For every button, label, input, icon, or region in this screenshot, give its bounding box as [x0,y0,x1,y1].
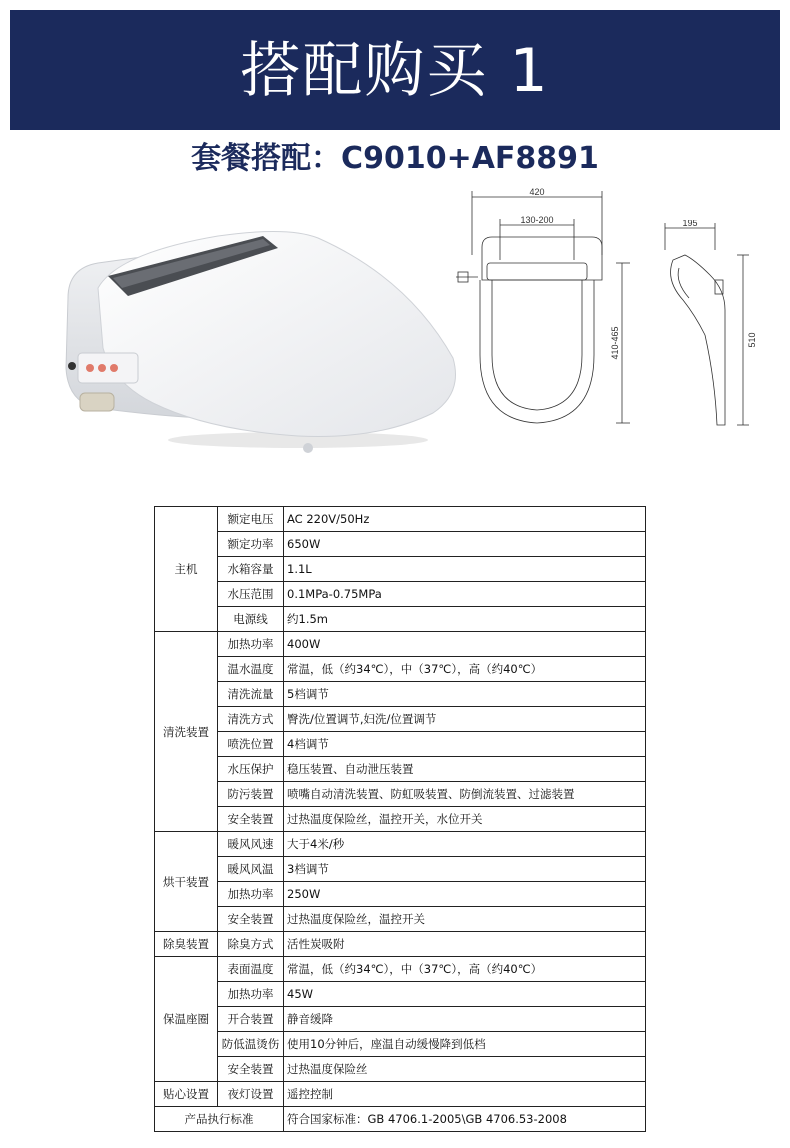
spec-value: 喷嘴自动清洗装置、防虹吸装置、防倒流装置、过滤装置 [284,782,646,807]
spec-value: 大于4米/秒 [284,832,646,857]
spec-value: 使用10分钟后，座温自动缓慢降到低档 [284,1032,646,1057]
spec-label: 水箱容量 [218,557,284,582]
table-row [155,1007,646,1032]
table-row [155,732,646,757]
dim-length: 410-465 [610,326,620,360]
front-dimension-drawing [452,185,632,435]
spec-label: 加热功率 [218,632,284,657]
spec-label: 安全装置 [218,907,284,932]
package-subtitle: 套餐搭配：C9010+AF8891 [191,141,599,176]
group-heated-seat: 保温座圈 [155,957,218,1082]
group-deodorizing: 除臭装置 [155,932,218,957]
spec-label: 暖风风温 [218,857,284,882]
spec-value: 650W [284,532,646,557]
group-drying: 烘干装置 [155,832,218,932]
spec-label: 安全装置 [218,1057,284,1082]
spec-label: 安全装置 [218,807,284,832]
spec-table [154,506,646,1132]
spec-label: 开合装置 [218,1007,284,1032]
spec-label: 水压范围 [218,582,284,607]
table-row [155,957,646,982]
spec-value: 过热温度保险丝，温控开关，水位开关 [284,807,646,832]
spec-value: 臀洗/位置调节,妇洗/位置调节 [284,707,646,732]
spec-value: 过热温度保险丝 [284,1057,646,1082]
table-row [155,857,646,882]
spec-value: 稳压装置、自动泄压装置 [284,757,646,782]
spec-value: 遥控控制 [284,1082,646,1107]
table-row [155,507,646,532]
group-main-unit: 主机 [155,507,218,632]
group-convenience: 贴心设置 [155,1082,218,1107]
spec-label: 温水温度 [218,657,284,682]
spec-value: 5档调节 [284,682,646,707]
spec-label: 电源线 [218,607,284,632]
spec-label: 加热功率 [218,882,284,907]
spec-value: 活性炭吸附 [284,932,646,957]
spec-label: 表面温度 [218,957,284,982]
spec-label: 加热功率 [218,982,284,1007]
standard-label: 产品执行标准 [155,1107,284,1132]
table-row [155,1057,646,1082]
spec-value: 常温，低（约34℃），中（37℃），高（约40℃） [284,657,646,682]
dim-height: 510 [747,332,757,348]
table-row [155,832,646,857]
toilet-seat-photo [58,208,468,458]
table-row [155,1082,646,1107]
table-row [155,607,646,632]
table-row [155,982,646,1007]
spec-label: 喷洗位置 [218,732,284,757]
side-dimension-drawing [655,220,765,435]
spec-value: AC 220V/50Hz [284,507,646,532]
spec-value: 45W [284,982,646,1007]
table-row [155,782,646,807]
table-row [155,707,646,732]
spec-value: 3档调节 [284,857,646,882]
spec-label: 水压保护 [218,757,284,782]
table-row [155,757,646,782]
spec-value: 1.1L [284,557,646,582]
spec-label: 除臭方式 [218,932,284,957]
spec-value: 0.1MPa-0.75MPa [284,582,646,607]
standard-value: 符合国家标准：GB 4706.1-2005\GB 4706.53-2008 [284,1107,646,1132]
table-row [155,582,646,607]
spec-label: 清洗流量 [218,682,284,707]
spec-label: 额定功率 [218,532,284,557]
dim-spacing: 130-200 [520,215,554,225]
table-row [155,632,646,657]
table-row [155,657,646,682]
spec-label: 防低温烫伤 [218,1032,284,1057]
dim-width: 420 [529,187,545,197]
table-row [155,907,646,932]
title-banner [10,10,780,130]
table-row [155,882,646,907]
table-row [155,932,646,957]
table-row [155,532,646,557]
spec-label: 防污装置 [218,782,284,807]
table-row [155,1107,646,1132]
spec-value: 400W [284,632,646,657]
spec-label: 暖风风速 [218,832,284,857]
spec-value: 过热温度保险丝，温控开关 [284,907,646,932]
banner-title: 搭配购买 1 [240,36,550,106]
spec-value: 约1.5m [284,607,646,632]
spec-value: 常温，低（约34℃），中（37℃），高（约40℃） [284,957,646,982]
spec-value: 4档调节 [284,732,646,757]
spec-label: 清洗方式 [218,707,284,732]
table-row [155,807,646,832]
spec-value: 静音缓降 [284,1007,646,1032]
group-cleaning: 清洗装置 [155,632,218,832]
table-row [155,682,646,707]
dim-depth: 195 [682,220,698,228]
spec-value: 250W [284,882,646,907]
table-row [155,557,646,582]
spec-label: 额定电压 [218,507,284,532]
table-row [155,1032,646,1057]
spec-label: 夜灯设置 [218,1082,284,1107]
